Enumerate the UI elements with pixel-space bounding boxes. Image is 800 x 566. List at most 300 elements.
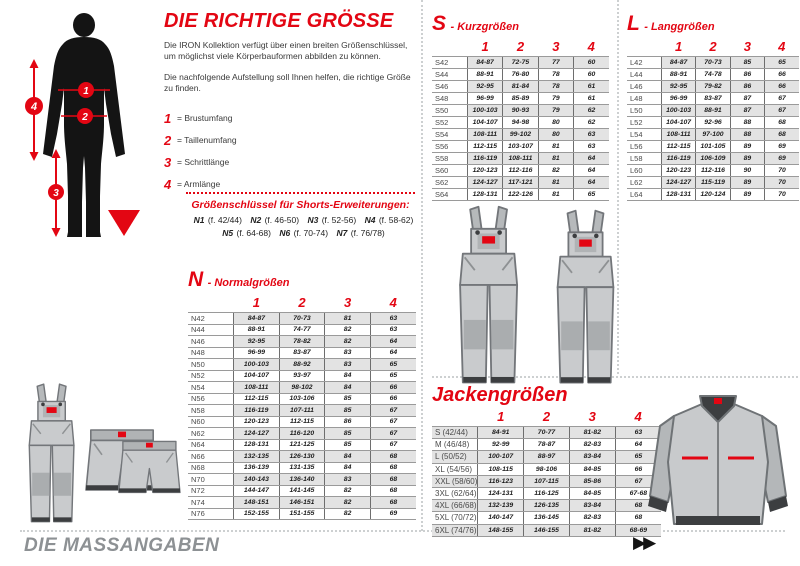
legend-label: = Brustumfang	[177, 113, 233, 124]
svg-text:2: 2	[82, 112, 88, 123]
size-value: 96-99	[467, 93, 502, 105]
size-value: 78-82	[279, 336, 325, 348]
size-value: 81-84	[503, 81, 538, 93]
size-value: 112-116	[503, 165, 538, 177]
column-header-row	[627, 39, 799, 57]
size-value: 67	[765, 105, 799, 117]
size-value: 63	[574, 141, 609, 153]
size-label: S (42/44)	[432, 427, 478, 439]
size-value: 83-84	[569, 500, 615, 512]
size-value: 62	[574, 117, 609, 129]
section-subtitle: - Normalgrößen	[207, 277, 290, 289]
size-label: M (46/48)	[432, 439, 478, 451]
size-value: 108-111	[661, 129, 695, 141]
table-row	[432, 105, 609, 117]
size-value: 80	[538, 129, 573, 141]
size-value: 85	[325, 428, 371, 440]
legend-item	[164, 177, 418, 192]
size-value: 67	[765, 93, 799, 105]
table-row	[627, 141, 799, 153]
size-value: 92-99	[478, 439, 524, 451]
size-value: 86	[730, 69, 764, 81]
size-value: 82	[325, 324, 371, 336]
section-kurzgroessen	[432, 12, 609, 201]
size-value: 68	[370, 451, 416, 463]
section-subtitle: - Langgrößen	[644, 21, 715, 33]
shorts-range: (f. 76/78)	[350, 228, 385, 238]
size-value: 68	[765, 117, 799, 129]
size-value: 116-125	[524, 487, 570, 499]
size-value: 76-80	[503, 69, 538, 81]
size-value: 100-107	[478, 451, 524, 463]
size-label: L60	[627, 165, 661, 177]
size-value: 88-91	[234, 324, 280, 336]
table-row	[627, 129, 799, 141]
size-label: N48	[188, 347, 234, 359]
size-value: 65	[765, 57, 799, 69]
size-value: 89	[730, 189, 764, 201]
size-value: 126-135	[524, 500, 570, 512]
measurement-legend	[164, 111, 418, 192]
size-value: 61	[574, 93, 609, 105]
size-value: 116-119	[467, 153, 502, 165]
table-row	[627, 93, 799, 105]
size-value: 85	[730, 57, 764, 69]
size-label: N76	[188, 508, 234, 520]
corner-cell	[432, 39, 467, 57]
size-value: 64	[615, 439, 661, 451]
size-value: 81	[325, 313, 371, 325]
size-value: 89	[730, 153, 764, 165]
legend-item	[164, 133, 418, 148]
size-value: 117-121	[503, 177, 538, 189]
column-header-row	[188, 295, 416, 313]
size-value: 81	[538, 177, 573, 189]
vertical-divider-left	[421, 0, 423, 531]
table-row	[432, 81, 609, 93]
table-row	[627, 69, 799, 81]
size-value: 121-125	[279, 439, 325, 451]
size-value: 65	[574, 189, 609, 201]
size-value: 74-77	[279, 324, 325, 336]
size-value: 66	[615, 463, 661, 475]
size-value: 103-106	[279, 393, 325, 405]
size-label: S56	[432, 141, 467, 153]
table-row	[627, 165, 799, 177]
size-label: N72	[188, 485, 234, 497]
size-value: 68	[615, 512, 661, 524]
size-value: 67	[370, 416, 416, 428]
size-value: 98-106	[524, 463, 570, 475]
size-value: 84	[325, 451, 371, 463]
legend-label: = Taillenumfang	[177, 135, 237, 146]
size-value: 112-115	[467, 141, 502, 153]
size-value: 112-115	[234, 393, 280, 405]
size-value: 84-85	[569, 487, 615, 499]
size-value: 83-84	[569, 451, 615, 463]
size-value: 84-91	[478, 427, 524, 439]
table-row	[432, 475, 661, 487]
size-value: 78-87	[524, 439, 570, 451]
size-value: 79	[538, 93, 573, 105]
size-value: 99-102	[503, 129, 538, 141]
footer-title: DIE MASSANGABEN	[24, 535, 220, 556]
size-label: S48	[432, 93, 467, 105]
table-row	[627, 117, 799, 129]
size-value: 100-103	[234, 359, 280, 371]
size-value: 148-151	[234, 497, 280, 509]
shorts-size-key	[186, 192, 415, 241]
size-value: 84-87	[661, 57, 695, 69]
inseam-marker	[48, 149, 64, 237]
column-header: 2	[516, 39, 525, 54]
size-value: 68	[370, 462, 416, 474]
size-label: S62	[432, 177, 467, 189]
size-value: 96-99	[661, 93, 695, 105]
size-table-l	[627, 39, 799, 201]
size-value: 63	[574, 129, 609, 141]
size-value: 116-123	[478, 475, 524, 487]
table-row	[432, 512, 661, 524]
section-subtitle: - Kurzgrößen	[450, 21, 519, 33]
table-row	[188, 428, 416, 440]
table-row	[188, 336, 416, 348]
size-value: 140-143	[234, 474, 280, 486]
size-value: 66	[370, 382, 416, 394]
size-value: 88	[730, 117, 764, 129]
size-value: 68	[370, 474, 416, 486]
size-value: 92-95	[661, 81, 695, 93]
size-value: 83-87	[279, 347, 325, 359]
size-value: 77	[538, 57, 573, 69]
size-label: XXL (58/60)	[432, 475, 478, 487]
size-value: 85	[325, 405, 371, 417]
shorts-range: (f. 64-68)	[236, 228, 271, 238]
table-row	[432, 141, 609, 153]
size-value: 68	[370, 485, 416, 497]
size-value: 69	[370, 508, 416, 520]
size-value: 131-135	[279, 462, 325, 474]
table-row	[432, 165, 609, 177]
size-label: N56	[188, 393, 234, 405]
size-value: 66	[765, 81, 799, 93]
size-value: 67	[370, 405, 416, 417]
size-value: 79	[538, 105, 573, 117]
size-value: 88	[730, 129, 764, 141]
size-value: 146-151	[279, 497, 325, 509]
section-header-s	[432, 12, 609, 36]
garments-left-image	[12, 380, 190, 528]
size-label: N66	[188, 451, 234, 463]
size-value: 82-83	[569, 512, 615, 524]
size-value: 67-68	[615, 487, 661, 499]
size-label: N42	[188, 313, 234, 325]
column-header: 3	[743, 39, 751, 54]
shorts-code: N7	[336, 228, 348, 238]
shorts-range: (f. 42/44)	[207, 215, 242, 225]
column-header: 4	[587, 39, 595, 54]
size-value: 92-95	[467, 81, 502, 93]
table-row	[432, 57, 609, 69]
corner-cell	[188, 295, 234, 313]
size-value: 82	[325, 485, 371, 497]
body-silhouette	[73, 13, 95, 37]
table-row	[432, 189, 609, 201]
size-value: 84	[325, 382, 371, 394]
table-row	[627, 81, 799, 93]
table-row	[188, 462, 416, 474]
size-value: 64	[574, 153, 609, 165]
section-header-n	[188, 268, 416, 292]
column-header: 4	[389, 295, 397, 310]
size-value: 66	[370, 393, 416, 405]
legend-number: 3	[164, 154, 172, 170]
size-value: 120-123	[467, 165, 502, 177]
legend-number: 4	[164, 176, 172, 192]
size-value: 66	[765, 69, 799, 81]
table-row	[432, 427, 661, 439]
size-value: 81	[538, 189, 573, 201]
table-row	[432, 487, 661, 499]
size-value: 108-111	[467, 129, 502, 141]
size-value: 136-145	[524, 512, 570, 524]
corner-cell	[432, 409, 478, 427]
size-value: 87	[730, 93, 764, 105]
table-row	[627, 177, 799, 189]
size-value: 92-95	[234, 336, 280, 348]
size-value: 68	[615, 500, 661, 512]
size-value: 63	[615, 427, 661, 439]
svg-text:4: 4	[30, 101, 38, 113]
work-jacket-image	[638, 392, 798, 542]
size-value: 90-93	[503, 105, 538, 117]
size-value: 88-97	[524, 451, 570, 463]
size-value: 84-85	[569, 463, 615, 475]
size-value: 61	[574, 81, 609, 93]
intro-paragraph-2: Die nachfolgende Aufstellung soll Ihnen helfen, die richtige Größe zu finden.	[164, 71, 411, 94]
size-value: 84-87	[467, 57, 502, 69]
size-value: 124-127	[467, 177, 502, 189]
intro-paragraph-1: Die IRON Kollektion verfügt über einen breiten Größenschlüssel, um möglichst viele Körperbauformen abbilden zu können.	[164, 40, 408, 62]
table-row	[188, 393, 416, 405]
shorts-code: N6	[279, 228, 291, 238]
table-row	[432, 451, 661, 463]
red-triangle-icon	[108, 210, 140, 236]
column-header-row	[432, 409, 661, 427]
size-label: L46	[627, 81, 661, 93]
size-value: 83	[325, 474, 371, 486]
size-value: 116-119	[661, 153, 695, 165]
size-value: 84	[325, 370, 371, 382]
table-row	[432, 69, 609, 81]
column-header: 1	[252, 295, 260, 310]
size-value: 112-115	[279, 416, 325, 428]
size-value: 81-82	[569, 524, 615, 536]
table-row	[432, 93, 609, 105]
size-value: 124-127	[661, 177, 695, 189]
size-value: 65	[370, 370, 416, 382]
table-row	[627, 153, 799, 165]
shorts-range: (f. 46-50)	[264, 215, 300, 225]
size-value: 68	[370, 497, 416, 509]
section-langgroessen	[627, 12, 799, 201]
size-value: 90	[730, 165, 764, 177]
shorts-code: N3	[307, 215, 319, 225]
size-value: 67	[615, 475, 661, 487]
size-value: 88-91	[661, 69, 695, 81]
size-label: 5XL (70/72)	[432, 512, 478, 524]
size-label: S54	[432, 129, 467, 141]
size-value: 82	[325, 336, 371, 348]
size-value: 128-131	[661, 189, 695, 201]
size-label: N44	[188, 324, 234, 336]
size-label: N54	[188, 382, 234, 394]
size-value: 81	[538, 153, 573, 165]
size-value: 148-155	[478, 524, 524, 536]
legend-label: = Armlänge	[177, 179, 221, 190]
size-value: 82	[538, 165, 573, 177]
size-value: 83	[325, 347, 371, 359]
legend-item	[164, 111, 418, 126]
size-label: N74	[188, 497, 234, 509]
size-value: 108-111	[234, 382, 280, 394]
column-header: 3	[343, 295, 352, 310]
size-value: 100-103	[661, 105, 695, 117]
table-row	[188, 324, 416, 336]
table-row	[188, 370, 416, 382]
size-value: 115-119	[696, 177, 730, 189]
table-row	[188, 405, 416, 417]
table-row	[188, 508, 416, 520]
size-value: 132-139	[478, 500, 524, 512]
table-row	[432, 500, 661, 512]
table-row	[627, 105, 799, 117]
section-header-l	[627, 12, 799, 36]
size-value: 103-107	[503, 141, 538, 153]
size-value: 78	[538, 81, 573, 93]
size-table-s	[432, 39, 609, 201]
size-value: 69	[765, 141, 799, 153]
table-row	[432, 177, 609, 189]
size-value: 107-111	[279, 405, 325, 417]
size-value: 96-99	[234, 347, 280, 359]
size-value: 60	[574, 69, 609, 81]
size-value: 79-82	[696, 81, 730, 93]
size-label: S64	[432, 189, 467, 201]
table-row	[188, 439, 416, 451]
table-row	[627, 189, 799, 201]
svg-text:3: 3	[53, 188, 59, 199]
column-header: 1	[674, 39, 683, 54]
size-value: 101-105	[696, 141, 730, 153]
size-label: L54	[627, 129, 661, 141]
size-value: 93-97	[279, 370, 325, 382]
arm-length-marker	[25, 59, 43, 161]
size-value: 88-91	[696, 105, 730, 117]
size-value: 120-123	[661, 165, 695, 177]
size-value: 85	[325, 393, 371, 405]
size-value: 104-107	[467, 117, 502, 129]
column-header: 3	[588, 409, 596, 424]
size-label: N52	[188, 370, 234, 382]
size-value: 84-87	[234, 313, 280, 325]
section-letter: L	[627, 12, 640, 35]
size-value: 84	[325, 462, 371, 474]
next-arrows-icon: ▶▶	[633, 533, 654, 552]
table-row	[188, 451, 416, 463]
size-value: 83-87	[696, 93, 730, 105]
size-label: 3XL (62/64)	[432, 487, 478, 499]
size-label: N70	[188, 474, 234, 486]
size-value: 85	[325, 439, 371, 451]
legend-number: 2	[164, 132, 172, 148]
column-header: 1	[497, 409, 505, 424]
shorts-range: (f. 58-62)	[378, 215, 414, 225]
size-value: 120-123	[234, 416, 280, 428]
size-label: N60	[188, 416, 234, 428]
size-value: 89	[730, 177, 764, 189]
size-value: 81	[538, 141, 573, 153]
size-label: S42	[432, 57, 467, 69]
size-label: L58	[627, 153, 661, 165]
size-table-n	[188, 295, 416, 520]
shorts-code: N1	[193, 215, 205, 225]
table-row	[188, 416, 416, 428]
size-value: 100-103	[467, 105, 502, 117]
size-value: 70	[765, 177, 799, 189]
size-value: 120-124	[696, 189, 730, 201]
size-label: S46	[432, 81, 467, 93]
bib-overalls-image	[438, 204, 644, 388]
size-value: 128-131	[234, 439, 280, 451]
size-value: 88-92	[279, 359, 325, 371]
size-label: L44	[627, 69, 661, 81]
size-value: 82-83	[569, 439, 615, 451]
size-label: S50	[432, 105, 467, 117]
size-value: 68	[765, 129, 799, 141]
size-value: 81-82	[569, 427, 615, 439]
table-row	[432, 463, 661, 475]
legend-number: 1	[164, 110, 172, 126]
table-row	[188, 474, 416, 486]
size-value: 64	[370, 336, 416, 348]
size-label: N50	[188, 359, 234, 371]
column-header: 1	[481, 39, 489, 54]
size-value: 82	[325, 508, 371, 520]
size-value: 68-69	[615, 524, 661, 536]
column-header: 2	[298, 295, 306, 310]
size-label: N62	[188, 428, 234, 440]
size-value: 69	[765, 153, 799, 165]
size-value: 124-131	[478, 487, 524, 499]
column-header: 4	[634, 409, 642, 424]
size-value: 94-98	[503, 117, 538, 129]
table-row	[188, 485, 416, 497]
shorts-key-heading: Größenschlüssel für Shorts-Erweiterungen:	[191, 199, 410, 211]
size-value: 86	[325, 416, 371, 428]
size-value: 104-107	[661, 117, 695, 129]
shorts-code: N4	[364, 215, 376, 225]
size-label: L (50/52)	[432, 451, 478, 463]
table-row	[432, 153, 609, 165]
size-value: 89	[730, 141, 764, 153]
size-value: 83	[325, 359, 371, 371]
size-value: 151-155	[279, 508, 325, 520]
size-label: XL (54/56)	[432, 463, 478, 475]
table-row	[188, 497, 416, 509]
page-title: DIE RICHTIGE GRÖSSE	[164, 10, 394, 32]
shorts-range: (f. 52-56)	[321, 215, 357, 225]
